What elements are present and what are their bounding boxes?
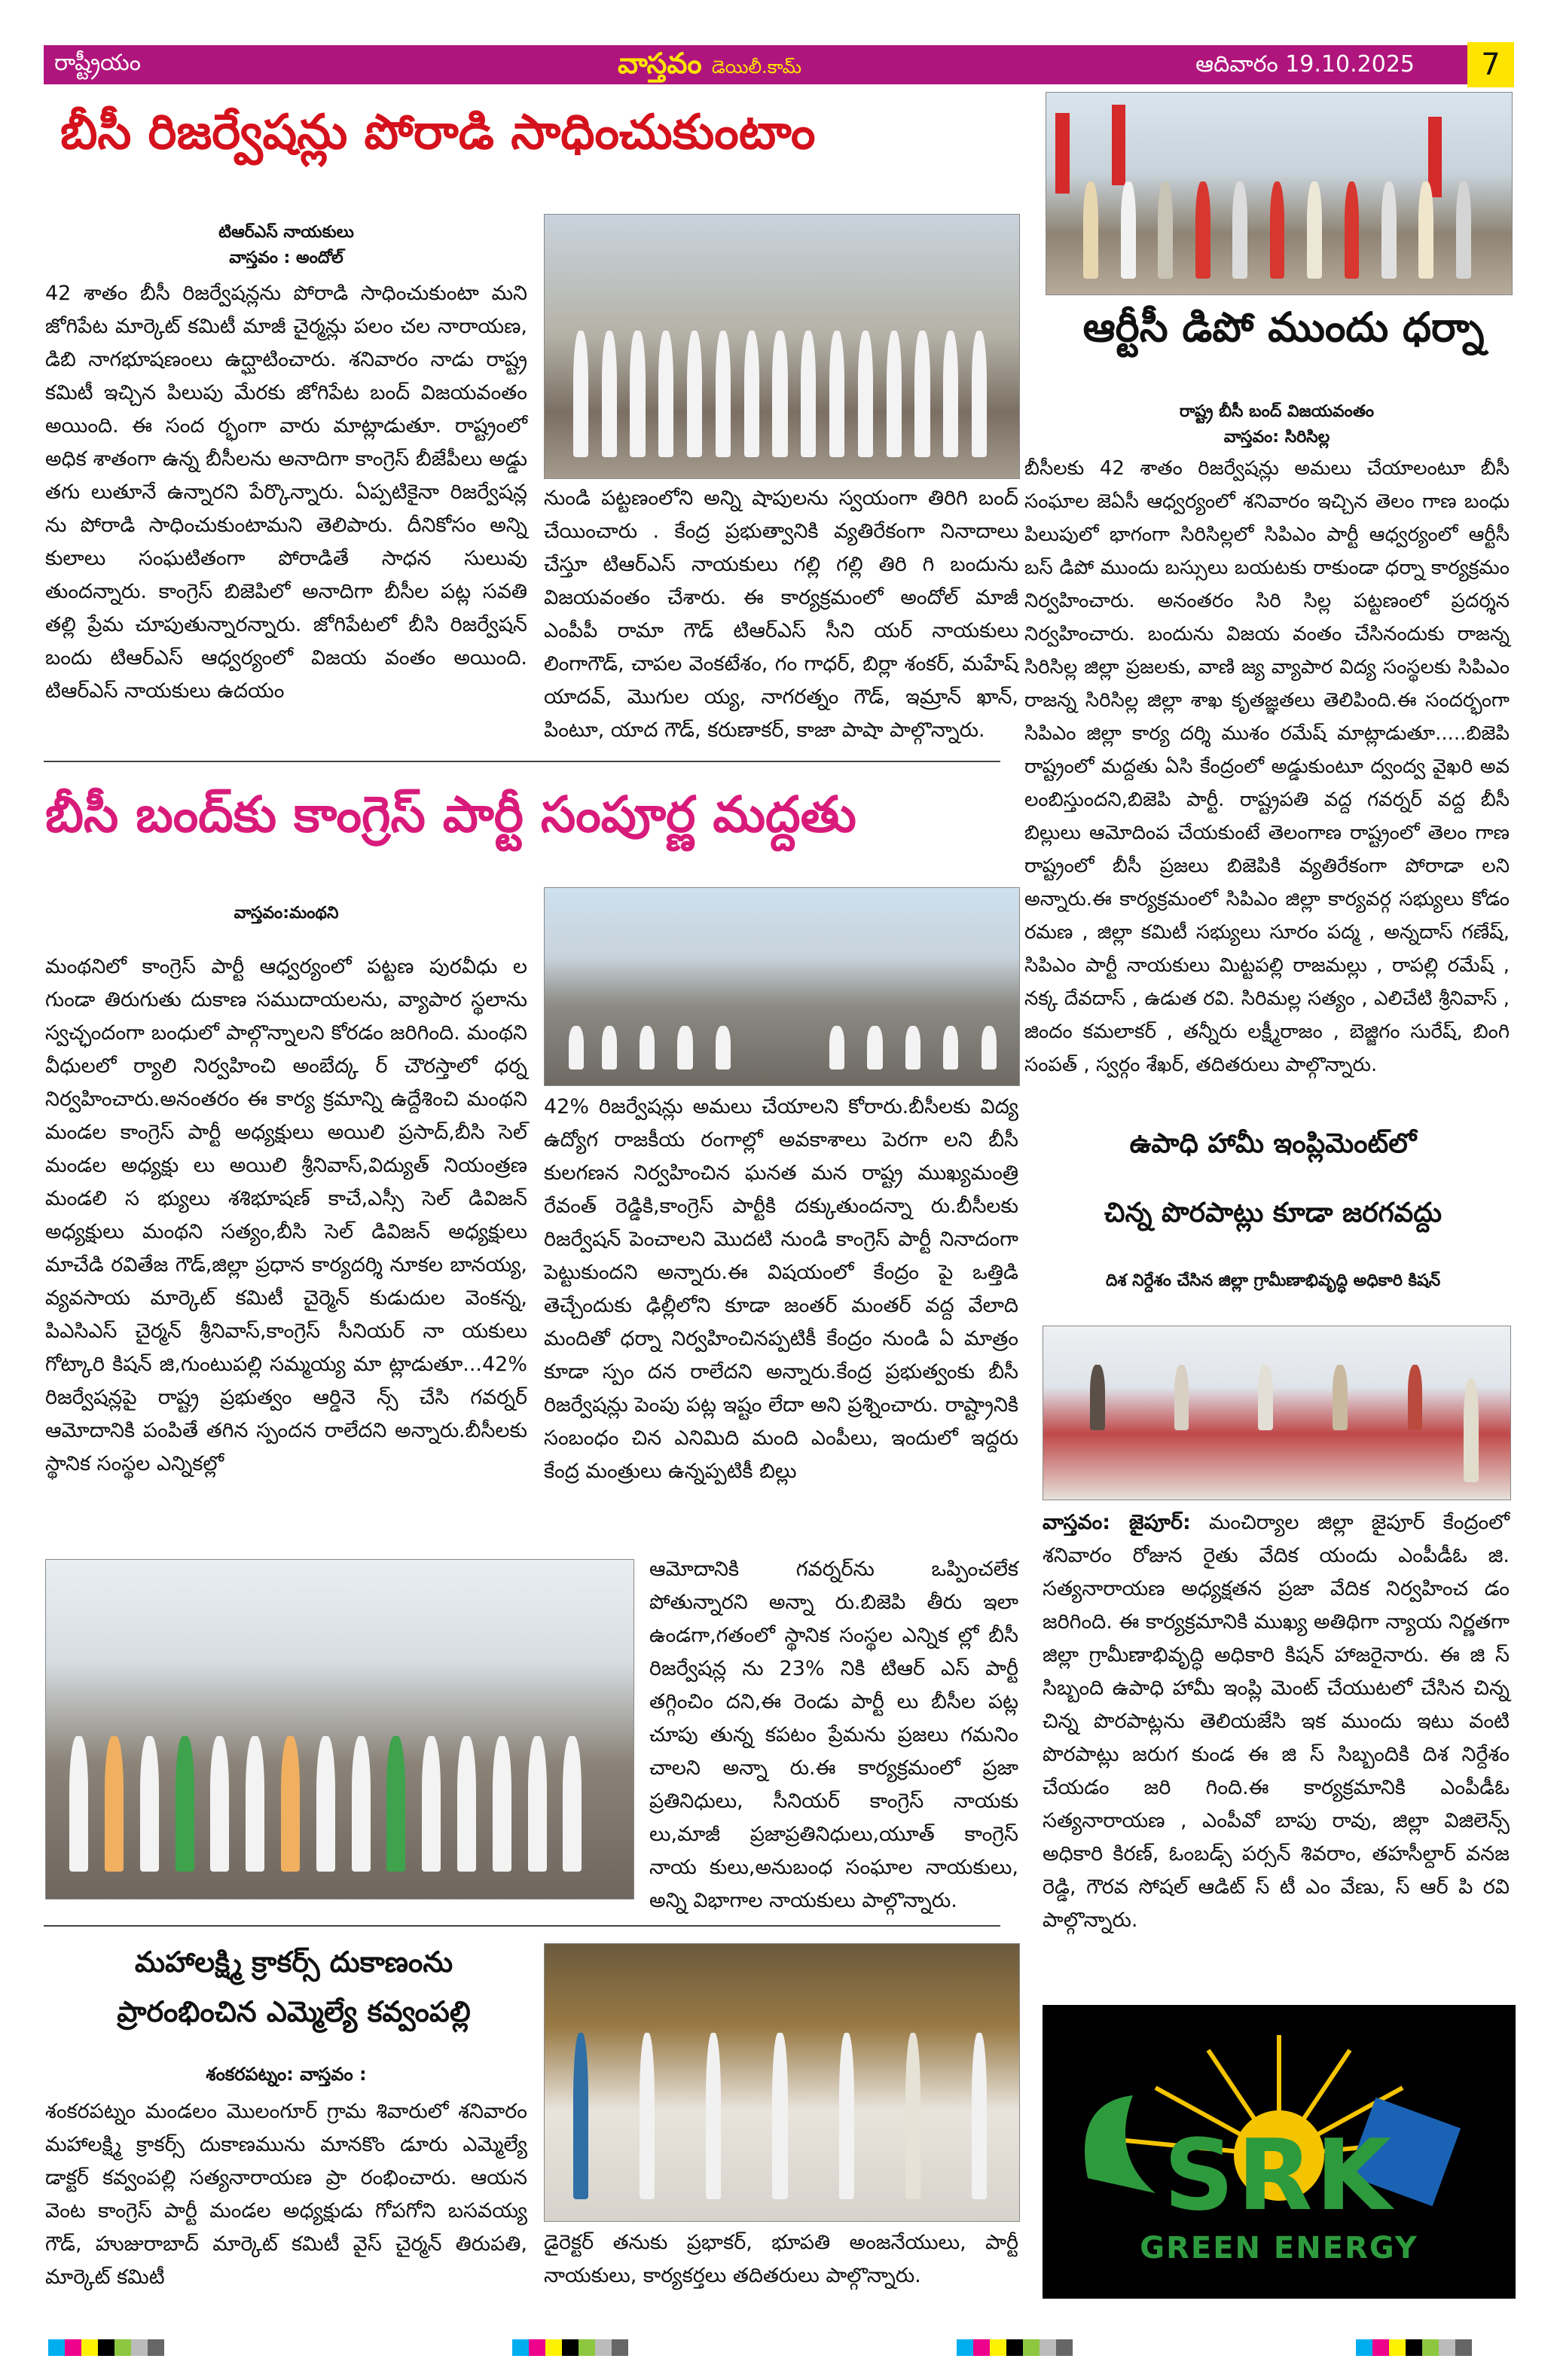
color-registration-bar-4 (1356, 2339, 1472, 2356)
story3-dateline: వాస్తవం:మంథని (234, 904, 339, 923)
story2-photo (1046, 92, 1513, 295)
story5-headline-line2: ప్రారంభించిన ఎమ్మెల్యే కవ్వంపల్లి (117, 1995, 471, 2028)
story1-dateline: వాస్తవం : అందోల్ (229, 249, 343, 267)
story3-body-col1: మంథనిలో కాంగ్రెస్ పార్టీ ఆధ్వర్యంలో పట్టణ పురవీధు ల గుండా తిరుగుతు దుకాణ సముదాయలను, వ్యాపార స్థలాను స్వచ్ఛందంగా బంధులో పాల్గొన్నాలని కోరడం జరిగింది. మంథని వీధులలో ర్యాలి నిర్వహించి అంబేద్క ర్ చౌరస్తాలో ధర్న నిర్వహించారు.అనంతరం ఈ కార్య క్రమాన్ని ఉద్దేశించి మంథని మండల కాంగ్రెస్ పార్టీ అధ్యక్షులు అయిలి ప్రసాద్,బీసి సెల్ మండల అధ్యక్షు లు అయిలి శ్రీనివాస్,విద్యుత్ నియంత్రణ మండలి స భ్యులు శశిభూషణ్ కాచే,ఎస్సీ సెల్ డివిజన్ అధ్యక్షులు మంథని సత్యం,బీసి సెల్ డివిజన్ అధ్యక్షులు మాచేడి రవితేజ గౌడ్,జిల్లా ప్రధాన కార్యదర్శి నూకల బానయ్య, వ్యవసాయ మార్కెట్ కమిటీ చైర్మెన్ కుడుదుల వెంకన్న, పిఎసిఎస్ చైర్మన్ శ్రీనివాస్,కాంగ్రెస్ సీనియర్ నా యకులు గోట్కారి కిషన్ జి,గుంటుపల్లి సమ్మయ్య మా ట్లాడుతూ...42% రిజర్వేషన్లపై రాష్ట్ర ప్రభుత్వం ఆర్డినె న్స్ చేసి గవర్నర్ ఆమోదానికి పంపితే తగిన స్పందన రాలేదని అన్నారు.బీసీలకు స్థానిక సంస్థల ఎన్నికల్లో (45, 955, 527, 1475)
story4-headline-line2: చిన్న పొరపాట్లు కూడా జరగవద్దు (1104, 1198, 1443, 1228)
story1-body-col2: నుండి పట్టణంలోని అన్ని షాపులను స్వయంగా తిరిగి బంద్ చేయించారు . కేంద్ర ప్రభుత్వానికి వ్యతిరేకంగా నినాదాలు చేస్తూ టిఆర్ఎస్ నాయకులు గల్లి గల్లి తిరి గి బందును విజయవంతం చేశారు. ఈ కార్యక్రమంలో అందోల్ మాజీ ఎంపీపీ రామా గౌడ్ టిఆర్ఎస్ సీని యర్ నాయకులు లింగాగౌడ్, చాపల వెంకటేశం, గం గాధర్, బిర్లా శంకర్, మహేష్ యాదవ్, మొగుల య్య, నాగరత్నం గౌడ్, ఇమ్రాన్ ఖాన్, పింటూ, యాద గౌడ్, కరుణాకర్, కాజా పాషా పాల్గొన్నారు. (544, 487, 1018, 742)
story4-photo (1043, 1326, 1511, 1500)
story1-photo (544, 214, 1020, 479)
story2-dateline: వాస్తవం: సిరిసిల్ల (1223, 428, 1330, 447)
story5-headline-line1: మహాలక్ష్మి క్రాకర్స్ దుకాణంను (134, 1945, 453, 1979)
issue-date: ఆదివారం 19.10.2025 (1195, 51, 1415, 78)
story4-headline-line1: ఉపాధి హామీ ఇంప్లిమెంట్‌లో (1129, 1128, 1417, 1159)
story3-body-col2b: ఆమోదానికి గవర్నర్‌ను ఒప్పించలేక పోతున్నారని అన్నా రు.బిజెపి తీరు ఇలా ఉండగా,గతంలో స్థానిక సంస్థల ఎన్నిక ల్లో బీసీ రిజర్వేషన్ల ను 23% నికి టిఆర్ ఎస్ పార్టీ తగ్గించిం దని,ఈ రెండు పార్టీ లు బీసీల పట్ల చూపు తున్న కపటం ప్రేమను ప్రజలు గమనిం చాలని అన్నా రు.ఈ కార్యక్రమంలో ప్రజా ప్రతినిధులు, సీనియర్ కాంగ్రెస్ నాయకు లు,మాజీ ప్రజాప్రతినిధులు,యూత్ కాంగ్రెస్ నాయ కులు,అనుబంధ సంఘాల నాయకులు, అన్ని విభాగాల నాయకులు పాల్గొన్నారు. (649, 1558, 1018, 1912)
story2-kicker: రాష్ట్ర బీసీ బంద్ విజయవంతం (1179, 402, 1375, 421)
ad-logo: SRK (1163, 2118, 1395, 2232)
story-divider (44, 761, 1000, 762)
story4-dateline: వాస్తవం: జైపూర్: (1043, 1511, 1191, 1534)
story5-photo (544, 1943, 1020, 2222)
color-registration-bar (48, 2339, 164, 2356)
story1-headline: బీసీ రిజర్వేషన్లు పోరాడి సాధించుకుంటాం (60, 105, 816, 160)
story5-body: శంకరపట్నం మండలం మొలంగూర్ గ్రామ శివారులో శనివారం మహాలక్ష్మి క్రాకర్స్ దుకాణమును మానకొం డూరు ఎమ్మెల్యే డాక్టర్ కవ్వంపల్లి సత్యనారాయణ ప్రా రంభించారు. ఆయన వెంట కాంగ్రెస్ పార్టీ మండల అధ్యక్షుడు గోపగోని బసవయ్య గౌడ్, హుజురాబాద్ మార్కెట్ కమిటీ వైస్ చైర్మన్ తిరుపతి, మార్కెట్ కమిటీ (45, 2100, 527, 2289)
story5-dateline: శంకరపట్నం: వాస్తవం : (206, 2064, 367, 2085)
story5-body-2: డైరెక్టర్ తనుకు ప్రభాకర్, భూపతి అంజనేయులు, పార్టీ నాయకులు, కార్యకర్తలు తదితరులు పాల్గొన్నారు. (544, 2231, 1018, 2287)
color-registration-bar-3 (957, 2339, 1073, 2356)
story3-photo-top (544, 887, 1020, 1086)
story1-body-col1: 42 శాతం బీసీ రిజర్వేషన్లను పోరాడి సాధించుకుంటా మని జోగిపేట మార్కెట్ కమిటీ మాజీ చైర్మన్లు పలం చల నారాయణ, డిబి నాగభూషణంలు ఉద్ఘాటించారు. శనివారం నాడు రాష్ట్ర కమిటీ ఇచ్చిన పిలుపు మేరకు జోగిపేట బంద్ విజయవంతం అయింది. ఈ సంద ర్భంగా వారు మాట్లాడుతూ. రాష్ట్రంలో అధిక శాతంగా ఉన్న బీసీలను అనాదిగా కాంగ్రెస్ బీజేపీలు అడ్డు తగు లుతూనే ఉన్నారని పేర్కొన్నారు. ఏప్పటికైనా రిజర్వేషన్ల ను పోరాడి సాధించుకుంటామని తెలిపారు. దీనికోసం అన్ని కులాలు సంఘటితంగా పోరాడితే సాధన సులువు తుందన్నారు. కాంగ్రెస్ బిజెపిలో అనాదిగా బీసీల పట్ల సవతి తల్లి ప్రేమ చూపుతున్నారన్నారు. జోగిపేటలో బీసి రిజర్వేషన్ బందు టిఆర్ఎస్ ఆధ్వర్యంలో విజయ వంతం అయింది. టిఆర్ఎస్ నాయకులు ఉదయం (45, 282, 527, 703)
story2-headline: ఆర్టీసీ డిపో ముందు ధర్నా (1082, 304, 1485, 351)
story1-kicker: టిఆర్ఎస్ నాయకులు (218, 223, 354, 242)
story3-photo-rally (45, 1559, 634, 1899)
story-divider-2 (44, 1925, 1000, 1927)
story4-kicker: దిశ నిర్దేశం చేసిన జిల్లా గ్రామీణాభివృద్ధి అధికారి కిషన్ (1105, 1271, 1441, 1290)
section-header-bar (44, 45, 1475, 84)
story3-headline: బీసీ బంద్‌కు కాంగ్రెస్ పార్టీ సంపూర్ణ మద్దతు (45, 786, 856, 844)
story4-body-text: మంచిర్యాల జిల్లా జైపూర్ కేంద్రంలో శనివారం రోజున రైతు వేదిక యందు ఎంపీడీఓ జి. సత్యనారాయణ అధ్యక్షతన ప్రజా వేదిక నిర్వహించ డం జరిగింది. ఈ కార్యక్రమానికి ముఖ్య అతిథిగా న్యాయ నిర్ణతగా జిల్లా గ్రామీణాభివృద్ధి అధికారి కిషన్ హాజరైనారు. ఈ జి స్ సిబ్బంది ఉపాధి హామీ ఇంప్లి మెంట్ చేయుటలో చేసిన చిన్న చిన్న పొరపాట్లను తెలియజేసి ఇక ముందు ఇటు వంటి పొరపాట్లు జరుగ కుండ ఈ జి స్ సిబ్బందికి దిశ నిర్దేశం చేయడం జరి గింది.ఈ కార్యక్రమానికి ఎంపీడీఓ సత్యనారాయణ , ఎంపీవో బాపు రావు, జిల్లా విజిలెన్స్ అధికారి కిరణ్, ఓంబడ్స్ పర్సన్ శివరాం, తహసీల్దార్ వనజ రెడ్డి, గౌరవ సోషల్ ఆడిట్ స్ టీ ఎం వేణు, స్ ఆర్ పి రవి పాల్గొన్నారు. (1043, 1511, 1510, 1932)
color-registration-bar-2 (512, 2339, 628, 2356)
srk-green-energy-ad (1043, 2005, 1516, 2299)
story4-body (1043, 1506, 1510, 1937)
masthead-sub: డెయిలీ.కామ్ (711, 56, 802, 78)
section-name: రాష్ట్రీయం (54, 50, 141, 76)
ad-tagline: GREEN ENERGY (1140, 2231, 1418, 2266)
story2-body: బీసీలకు 42 శాతం రిజర్వేషన్లు అమలు చేయాలంటూ బీసీ సంఘాల జెఏసీ ఆధ్వర్యంలో శనివారం ఇచ్చిన తెలం గాణ బంధు పిలుపులో భాగంగా సిరిసిల్లలో సిపిఎం పార్టీ ఆధ్వర్యంలో ఆర్టీసీ బస్ డిపో ముందు బస్సులు బయటకు రాకుండా ధర్నా కార్యక్రమం నిర్వహించారు. అనంతరం సిరి సిల్ల పట్టణంలో ప్రదర్శన నిర్వహించారు. బందును విజయ వంతం చేసినందుకు రాజన్న సిరిసిల్ల జిల్లా ప్రజలకు, వాణి జ్య వ్యాపార విద్య సంస్థలకు సిపిఎం రాజన్న సిరిసిల్ల జిల్లా శాఖ కృతజ్ఞతలు తెలిపింది.ఈ సందర్భంగా సిపిఎం జిల్లా కార్య దర్శి ముశం రమేష్ మాట్లాడుతూ.....బిజెపి రాష్ట్రంలో మద్దతు ఏసి కేంద్రంలో అడ్డుకుంటూ ద్వంద్వ వైఖరి అవ లంబిస్తుందని,బిజెపి పార్టీ. రాష్ట్రపతి వద్ద గవర్నర్ వద్ద బీసీ బిల్లులు ఆమోదింప చేయకుంటే తెలంగాణ రాష్ట్రంలో తెలం గాణ రాష్ట్రంలో బీసీ ప్రజలు బిజెపికి వ్యతిరేకంగా పోరాడా లని అన్నారు.ఈ కార్యక్రమంలో సిపిఎం జిల్లా కార్యవర్గ సభ్యులు కోడం రమణ , జిల్లా కమిటీ సభ్యులు సూరం పద్మ , అన్నదాస్ గణేష్, సిపిఎం పార్టీ నాయకులు మిట్టపల్లి రాజమల్లు , రాపల్లి రమేష్ , నక్క దేవదాస్ , ఉడుత రవి. సిరిమల్ల సత్యం , ఎలిచేటి శ్రీనివాస్ , జిందం కమలాకర్ , తన్నీరు లక్ష్మీరాజం , బెజ్జిగం సురేష్, బింగి సంపత్ , స్వర్గం శేఖర్, తదితరులు పాల్గొన్నారు. (1024, 457, 1510, 1076)
story3-body-col2: 42% రిజర్వేషన్లు అమలు చేయాలని కోరారు.బీసీలకు విద్య ఉద్యోగ రాజకీయ రంగాల్లో అవకాశాలు పెరగా లని బీసీ కులగణన నిర్వహించిన ఘనత మన రాష్ట్ర ముఖ్యమంత్రి రేవంత్ రెడ్డికి,కాంగ్రెస్ పార్టీకి దక్కుతుందన్నా రు.బీసీలకు రిజర్వేషన్ పెంచాలని మొదటి నుండి కాంగ్రెస్ పార్టీ నినాదంగా పెట్టుకుందని అన్నారు.ఈ విషయంలో కేంద్రం పై ఒత్తిడి తెచ్చేందుకు ఢిల్లీలోని కూడా జంతర్ మంతర్ వద్ద వేలాది మందితో ధర్నా నిర్వహించినప్పటికీ కేంద్రం నుండి ఏ మాత్రం కూడా స్పం దన రాలేదని అన్నారు.కేంద్ర ప్రభుత్వంకు బీసీ రిజర్వేషన్లు పెంపు పట్ల ఇష్టం లేదా అని ప్రశ్నించారు. రాష్ట్రానికి సంబంధం చిన ఎనిమిది మంది ఎంపీలు, ఇందులో ఇద్దరు కేంద్ర మంత్రులు ఉన్నప్పటికీ బిల్లు (544, 1095, 1018, 1483)
page-number: 7 (1467, 42, 1514, 87)
masthead (618, 47, 801, 87)
masthead-title: వాస్తవం (618, 47, 702, 80)
